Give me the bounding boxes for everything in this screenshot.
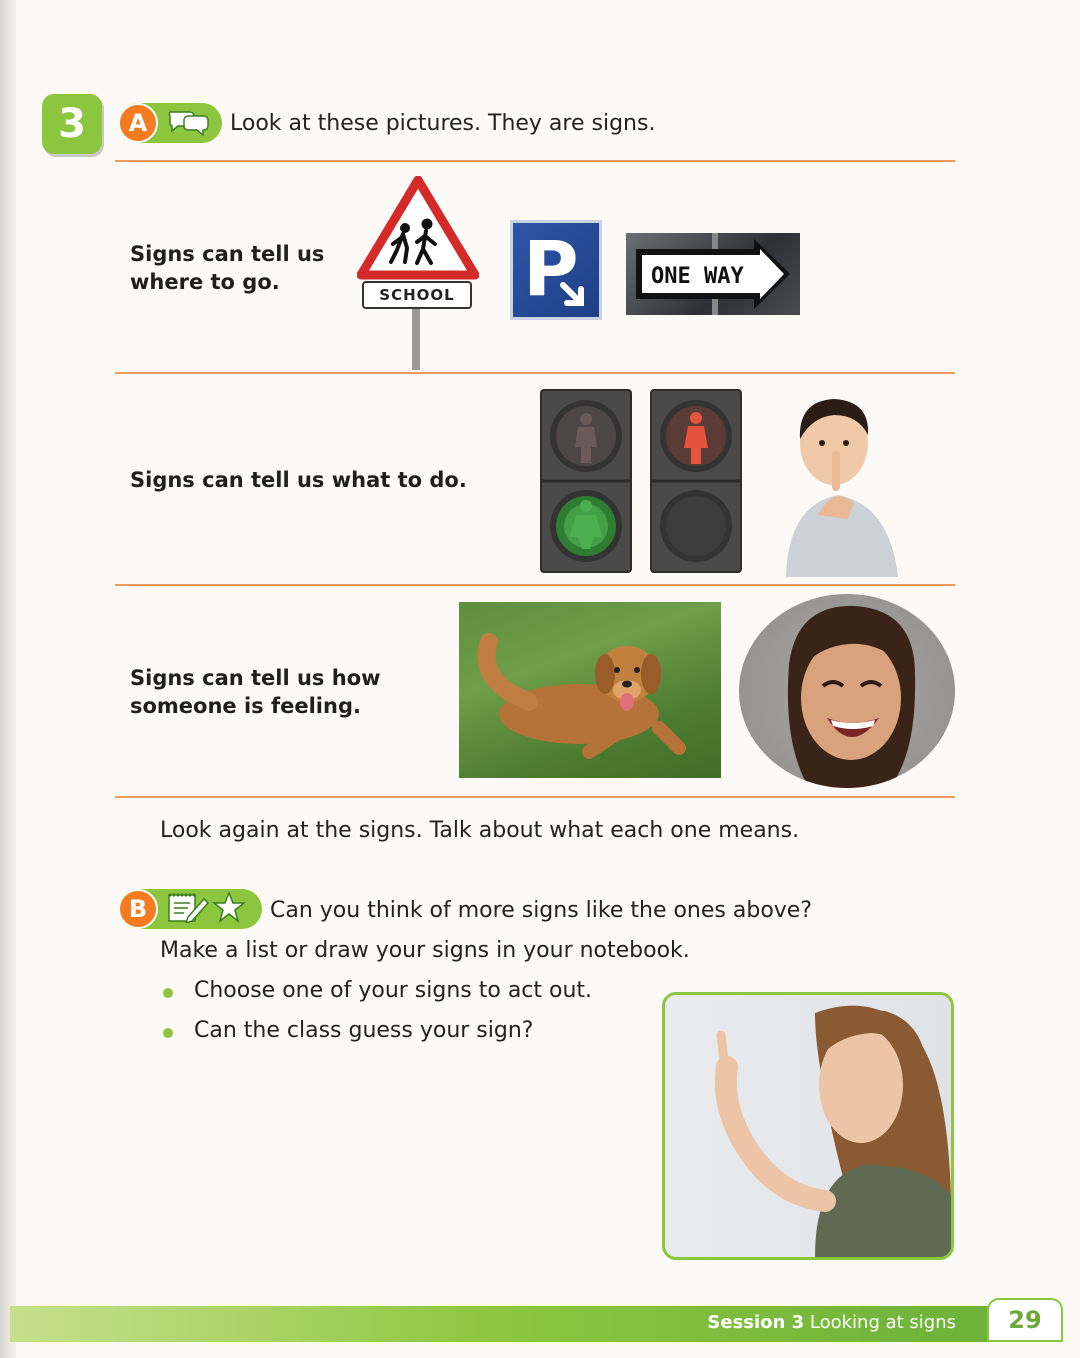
boy-shush-photo <box>778 395 900 577</box>
part-b-letter: B <box>118 889 158 929</box>
bullet-dot <box>163 988 173 998</box>
part-b-badge <box>118 889 262 929</box>
row-where-text: Signs can tell us where to go. <box>130 242 325 294</box>
bullet-item: Choose one of your signs to act out. <box>194 978 593 1003</box>
divider <box>115 372 955 374</box>
star-icon <box>212 891 246 928</box>
divider <box>115 584 955 586</box>
session-title: Looking at signs <box>809 1312 956 1333</box>
school-plate: SCHOOL <box>362 281 472 309</box>
bullet-item: Can the class guess your sign? <box>194 1018 534 1043</box>
part-a-instruction: Look at these pictures. They are signs. <box>230 111 656 136</box>
footer-session <box>707 1312 956 1333</box>
part-b-line1: Can you think of more signs like the ones above? <box>270 898 813 923</box>
laughing-girl-photo <box>739 594 955 788</box>
dog-photo <box>459 602 721 778</box>
part-a-badge <box>118 103 222 143</box>
school-warning-triangle <box>357 176 479 284</box>
parking-letter: P <box>523 224 579 313</box>
row-feeling-text: Signs can tell us how someone is feeling. <box>130 666 381 718</box>
exercise-number: 3 <box>42 94 102 154</box>
follow-up-instruction: Look again at the signs. Talk about what each one means. <box>160 818 800 843</box>
bullet-dot <box>163 1028 173 1038</box>
divider <box>115 160 955 162</box>
page-number: 29 <box>987 1298 1063 1342</box>
page-spine <box>0 0 16 1358</box>
part-a-letter: A <box>118 103 158 143</box>
divider <box>115 796 955 798</box>
traffic-light-green <box>540 389 632 573</box>
one-way-label: ONE WAY <box>651 264 744 289</box>
session-label: Session 3 <box>707 1312 805 1333</box>
sign-pole <box>412 300 420 370</box>
notebook-pencil-icon <box>166 891 210 928</box>
row-what-text: Signs can tell us what to do. <box>130 468 467 492</box>
traffic-light-red <box>650 389 742 573</box>
parking-sign <box>510 220 602 320</box>
girl-pointing-photo <box>662 992 954 1260</box>
one-way-sign <box>626 233 800 315</box>
part-b-line2: Make a list or draw your signs in your notebook. <box>160 938 690 963</box>
speech-bubbles-icon <box>166 106 212 141</box>
